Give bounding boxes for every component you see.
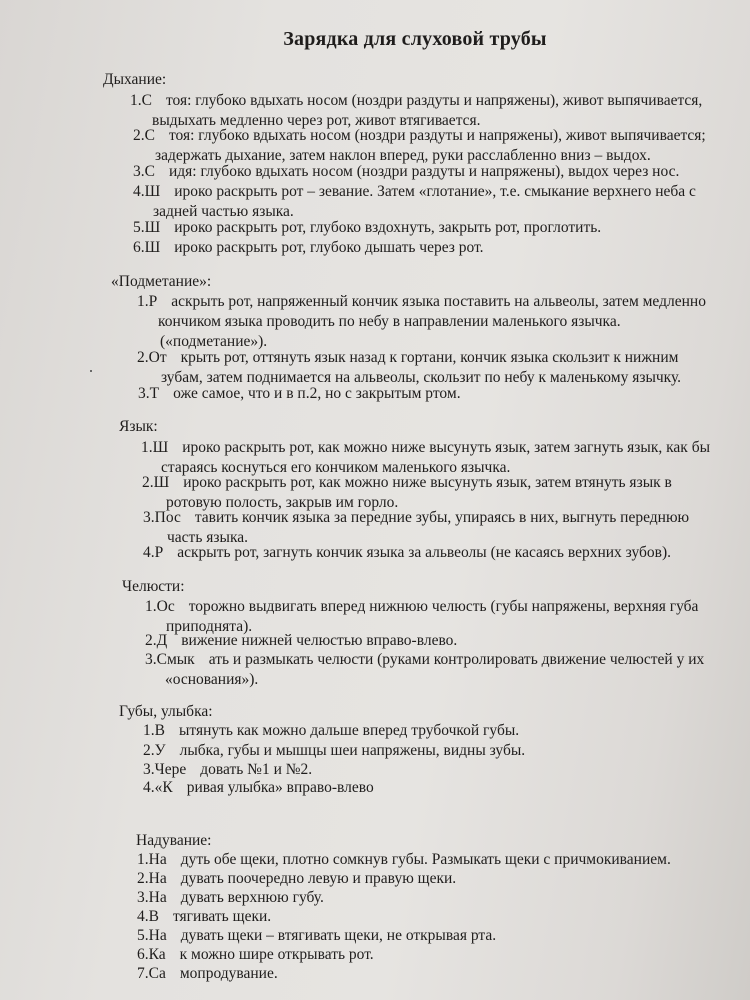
list-item: [137, 907, 271, 927]
list-item: [137, 926, 496, 946]
item-continuation: стараясь коснуться его кончиком маленького язычка.: [161, 459, 511, 476]
section-heading-lips: Губы, улыбка:: [119, 703, 213, 720]
list-item: [145, 631, 457, 651]
item-text: ать и размыкать челюсти (руками контролировать движение челюстей у их: [208, 651, 705, 668]
item-text: лыбка, губы и мышцы шеи напряжены, видны зубы.: [179, 742, 526, 759]
list-item: [133, 162, 679, 182]
list-item: [143, 508, 689, 548]
list-item: [143, 741, 525, 761]
item-text: дувать верхнюю губу.: [180, 889, 324, 906]
item-number: 1.На: [137, 851, 167, 868]
item-continuation: задней частью языка.: [153, 203, 294, 220]
item-text: дувать щеки – втягивать щеки, не открывая рта.: [180, 927, 497, 944]
list-item: [141, 438, 710, 478]
item-text: тоя: глубоко вдыхать носом (ноздри раздуты и напряжены), живот выпячивается,: [165, 92, 703, 109]
item-text: ироко раскрыть рот, как можно ниже высунуть язык, затем загнуть язык, как бы: [182, 439, 710, 456]
item-continuation: «основания»).: [165, 671, 259, 688]
list-item: [138, 384, 461, 404]
item-number: 1.В: [143, 722, 165, 739]
list-item: [142, 473, 672, 513]
item-number: 3.Чере: [143, 761, 187, 778]
item-number: 6.Ка: [137, 946, 166, 963]
item-continuation: кончиком языка проводить по небу в направлении маленького язычка.: [158, 313, 621, 330]
item-number: 4.В: [137, 908, 159, 925]
item-number: 1.Ос: [145, 598, 175, 615]
item-number: 7.Са: [137, 965, 166, 982]
item-text: идя: глубоко вдыхать носом (ноздри раздуты и напряжены), выдох через нос.: [168, 163, 680, 180]
item-text: дуть обе щеки, плотно сомкнув губы. Размыкать щеки с причмокиванием.: [180, 851, 671, 868]
item-text: тоя: глубоко вдыхать носом (ноздри раздуты и напряжены), живот выпячивается;: [168, 127, 706, 144]
item-text: дувать поочередно левую и правую щеки.: [180, 870, 457, 887]
item-text: ироко раскрыть рот, как можно ниже высунуть язык, затем втянуть язык в: [183, 474, 672, 491]
list-item: [143, 721, 519, 741]
item-number: 3.На: [137, 889, 167, 906]
list-item: [130, 91, 702, 131]
list-item: [133, 182, 696, 222]
item-number: 4.«К: [143, 779, 173, 796]
item-text: оже самое, что и в п.2, но с закрытым ртом.: [173, 385, 461, 402]
item-number: 2.У: [143, 742, 166, 759]
item-text: тягивать щеки.: [172, 908, 272, 925]
list-item: [137, 945, 374, 965]
item-continuation: ротовую полость, закрыв им горло.: [166, 494, 399, 511]
list-item: [137, 292, 706, 352]
item-number: 3.С: [133, 163, 155, 180]
item-text: вижение нижней челюстью вправо-влево.: [181, 632, 458, 649]
list-item: [137, 888, 324, 908]
item-number: 1.Ш: [141, 439, 169, 456]
item-number: 5.Ш: [133, 219, 161, 236]
list-item: [137, 964, 278, 984]
item-number: 6.Ш: [133, 239, 161, 256]
item-continuation: часть языка.: [167, 529, 248, 546]
item-number: 4.Ш: [133, 183, 161, 200]
item-number: 4.Р: [143, 544, 164, 561]
section-heading-jaws: Челюсти:: [122, 578, 185, 595]
item-number: 3.Пос: [143, 509, 181, 526]
item-continuation: задержать дыхание, затем наклон вперед, руки расслабленно вниз – выдох.: [155, 147, 651, 164]
list-item: [145, 650, 704, 690]
item-number: 2.Ш: [142, 474, 170, 491]
item-text: торожно выдвигать вперед нижнюю челюсть (губы напряжены, верхняя губа: [188, 598, 699, 615]
list-item: [137, 850, 671, 870]
page-title: Зарядка для слуховой трубы: [283, 28, 547, 50]
list-item: [143, 760, 312, 780]
item-continuation: выдыхать медленно через рот, живот втягивается.: [152, 112, 481, 129]
item-text: ривая улыбка» вправо-влево: [186, 779, 374, 796]
list-item: [137, 869, 456, 889]
section-heading-sweeping: «Подметание»:: [111, 273, 212, 290]
list-item: [143, 778, 374, 798]
list-item: [133, 238, 484, 258]
item-number: 2.От: [137, 349, 167, 366]
item-number: 2.Д: [145, 632, 168, 649]
list-item: [143, 543, 671, 563]
item-continuation: зубам, затем поднимается на альвеолы, скользит по небу к маленькому язычку.: [161, 369, 682, 386]
item-number: 5.На: [137, 927, 167, 944]
paper-speck: [90, 370, 92, 372]
item-text: аскрыть рот, загнуть кончик языка за альвеолы (не касаясь верхних зубов).: [177, 544, 672, 561]
item-text: ытянуть как можно дальше вперед трубочкой губы.: [178, 722, 520, 739]
item-text: довать №1 и №2.: [200, 761, 313, 778]
item-number: 3.Т: [138, 385, 160, 402]
item-text: ироко раскрыть рот – зевание. Затем «глотание», т.е. смыкание верхнего неба с: [174, 183, 696, 200]
item-text: ироко раскрыть рот, глубоко вздохнуть, закрыть рот, проглотить.: [174, 219, 602, 236]
item-number: 1.С: [130, 92, 152, 109]
item-continuation: приподнята).: [166, 618, 253, 635]
section-heading-puffing: Надувание:: [136, 832, 212, 849]
list-item: [133, 218, 601, 238]
item-number: 3.Смык: [145, 651, 195, 668]
item-number: 2.На: [137, 870, 167, 887]
item-text: мопродувание.: [179, 965, 278, 982]
item-text: крыть рот, оттянуть язык назад к гортани, кончик языка скользит к нижним: [180, 349, 679, 366]
list-item: [133, 126, 706, 166]
list-item: [137, 348, 681, 388]
item-text: аскрыть рот, напряженный кончик языка поставить на альвеолы, затем медленно: [171, 293, 706, 310]
item-text: тавить кончик языка за передние зубы, упираясь в них, выгнуть переднюю: [194, 509, 690, 526]
item-text: к можно шире открывать рот.: [179, 946, 374, 963]
item-continuation: («подметание»).: [160, 333, 268, 350]
item-text: ироко раскрыть рот, глубоко дышать через рот.: [174, 239, 484, 256]
item-number: 2.С: [133, 127, 155, 144]
item-number: 1.Р: [137, 293, 158, 310]
section-heading-tongue: Язык:: [119, 418, 158, 435]
section-heading-breathing: Дыхание:: [103, 71, 167, 88]
